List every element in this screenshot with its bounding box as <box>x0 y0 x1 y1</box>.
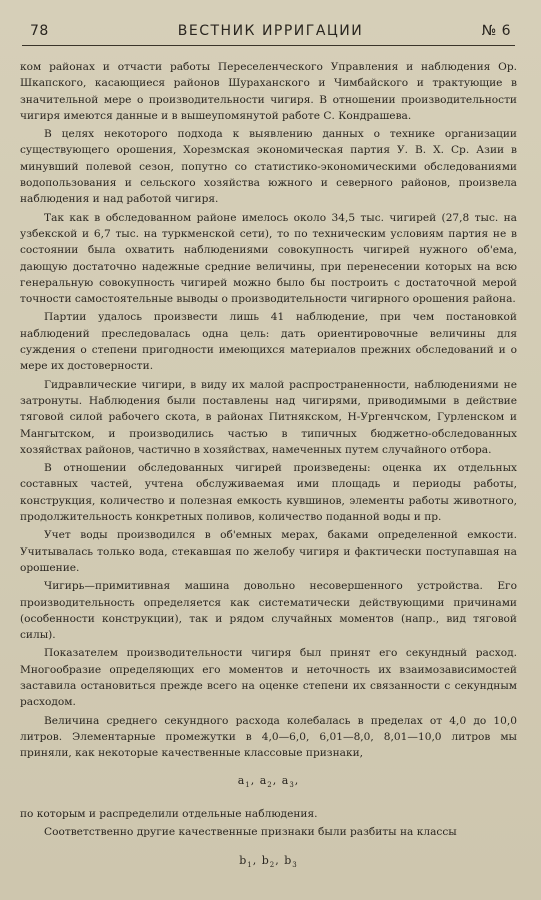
page-number: 78 <box>30 23 49 39</box>
paragraph: Показателем производительности чигиря был принят его секундный расход. Многообразие определяющих его моментов и неточность их взаимозависимостей заставила остановиться прежде всего на оценке степени их связанности с секундным расходом. <box>20 647 517 709</box>
paragraph: Величина среднего секундного расхода колебалась в пределах от 4,0 до 10,0 литров. Элементарные промежутки в 4,0—6,0, 6,01—8,0, 8,01—10,0 литров мы приняли, как некоторые качественные классовые признаки, <box>20 714 517 760</box>
paragraph: по которым и распределили отдельные наблюдения. <box>20 807 318 820</box>
paragraph: Гидравлические чигири, в виду их малой распространенности, наблюдениями не затронуты. Наблюдения были поставлены над чигирями, приводимыми в действие тяговой силой рабочего скота, в районах Питнякском, Н-Ургенчском, Гурленском и Мангытском, и производились частью в типичных бюджетно-обследованных хозяйствах районов, частично в хозяйствах, намеченных путем случайного отбора. <box>20 378 517 456</box>
running-header <box>24 20 511 42</box>
issue-number: № 6 <box>481 23 511 39</box>
article-body <box>20 59 517 885</box>
paragraph: Чигирь—примитивная машина довольно несовершенного устройства. Его производительность определяется как систематически действующими причинами (особенности конструкции), так и рядом случайных моментов (напр., вид тяговой силы). <box>20 580 517 642</box>
paragraph: В отношении обследованных чигирей произведены: оценка их отдельных составных частей, учтена обслуживаемая ими площадь и периоды работы, конструкция, количество и полезная емкость кувшинов, элементы работы животного, продолжительность конкретных поливов, количество поданной воды и пр. <box>20 462 517 524</box>
paragraph: В целях некоторого подхода к выявлению данных о технике организации существующего орошения, Хорезмская экономическая партия У. В. Х. Ср. Азии в минувший полевой сезон, попутно со статистико-экономическими обследованиями водопользования и сельского хозяйства южного и северного районов, произвела наблюдения и над работой чигиря. <box>20 128 517 206</box>
paragraph: ком районах и отчасти работы Переселенческого Управления и наблюдения Ор. Шкапского, касающиеся районов Шураханского и Чимбайского и трактующие в значительной мере о производительности чигиря. В отношении производительности чигиря имеются данные и в вышеупомянутой работе С. Кондрашева. <box>20 61 517 122</box>
formula-a: $a_1$, $a_2$, $a_3$, <box>237 774 300 790</box>
journal-title: ВЕСТНИК ИРРИГАЦИИ <box>177 23 364 39</box>
header-rule <box>22 45 515 46</box>
paragraph: Так как в обследованном районе имелось около 34,5 тыс. чигирей (27,8 тыс. на узбекской и 6,7 тыс. на туркменской сети), то по техническим условиям партия не в состоянии была охватить наблюдениями совокупность чигирей нужного об'ема, дающую достаточно надежные средние величины, при перенесении которых на всю генеральную совокупность чигирей можно было бы построить с достаточной мерой точности самостоятельные выводы о производительности чигирного орошения района. <box>20 211 517 306</box>
paragraph: Партии удалось произвести лишь 41 наблюдение, при чем постановкой наблюдений преследовалась одна цель: дать ориентировочные величины для суждения о степени пригодности имеющихся материалов прежних обследований и о мере их достоверности. <box>20 311 517 373</box>
formula-b: $b_1$, $b_2$, $b_3$ <box>239 853 298 869</box>
paragraph: Учет воды производился в об'емных мерах, баками определенной емкости. Учитывалась только вода, стекавшая по желобу чигиря и фактически поступавшая на орошение. <box>20 529 517 574</box>
paragraph: Соответственно другие качественные признаки были разбиты на классы <box>44 826 457 839</box>
